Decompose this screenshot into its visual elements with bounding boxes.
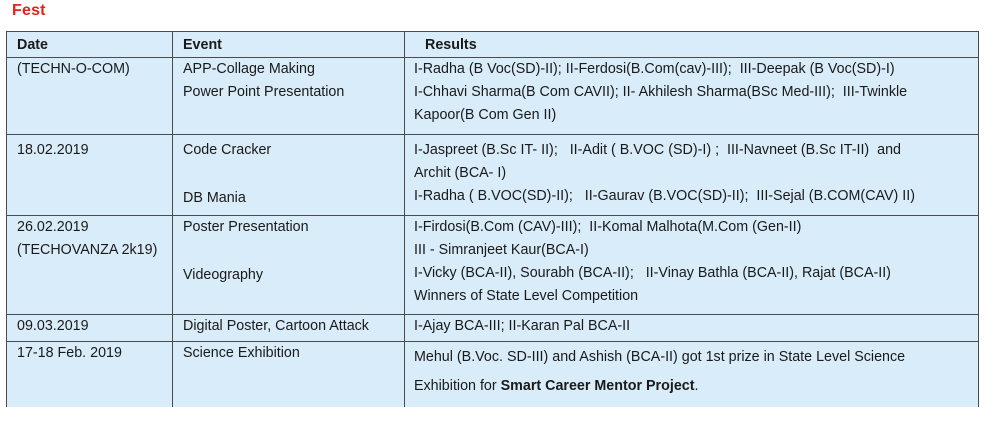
- event-cell: [173, 216, 405, 315]
- project-name: Smart Career Mentor Project: [500, 378, 695, 394]
- event-text: DB Mania: [183, 190, 246, 206]
- table-header-row: [7, 32, 979, 58]
- section-title: Fest: [12, 2, 46, 19]
- event-cell: [173, 315, 405, 342]
- date-text: 18.02.2019: [17, 142, 89, 158]
- date-text: (TECHOVANZA 2k19): [17, 242, 158, 258]
- results-cell: [405, 58, 979, 135]
- event-text: APP-Collage Making: [183, 61, 315, 77]
- result-text: Winners of State Level Competition: [414, 288, 639, 304]
- date-cell: [7, 315, 173, 342]
- date-cell: [7, 216, 173, 315]
- result-text: Kapoor(B Com Gen II): [414, 107, 557, 123]
- result-text: I-Radha (B Voc(SD)-II); II-Ferdosi(B.Com(cav)-III); III-Deepak (B Voc(SD)-I): [414, 61, 895, 77]
- column-header-results: Results: [405, 32, 979, 58]
- column-header-date: Date: [7, 32, 173, 58]
- event-text: Science Exhibition: [183, 345, 300, 361]
- event-text: Poster Presentation: [183, 219, 309, 235]
- fest-table: [6, 31, 979, 407]
- date-text: (TECHN-O-COM): [17, 61, 130, 77]
- event-cell: [173, 135, 405, 216]
- date-cell: [7, 342, 173, 407]
- result-text: Exhibition for: [414, 378, 501, 394]
- result-text: Mehul (B.Voc. SD-III) and Ashish (BCA-II) got 1st prize in State Level Science: [414, 349, 906, 365]
- result-text: I-Jaspreet (B.Sc IT- II); II-Adit ( B.VOC (SD)-I) ; III-Navneet (B.Sc IT-II) and: [414, 142, 901, 158]
- result-text: I-Firdosi(B.Com (CAV)-III); II-Komal Malhota(M.Com (Gen-II): [414, 219, 802, 235]
- date-text: 26.02.2019: [17, 219, 89, 235]
- table-row: [7, 58, 979, 135]
- event-cell: [173, 58, 405, 135]
- date-cell: [7, 135, 173, 216]
- result-text: I-Radha ( B.VOC(SD)-II); II-Gaurav (B.VOC(SD)-II); III-Sejal (B.COM(CAV) II): [414, 188, 915, 204]
- column-header-event: Event: [173, 32, 405, 58]
- date-text: 17-18 Feb. 2019: [17, 345, 122, 361]
- results-cell: [405, 315, 979, 342]
- result-text: Archit (BCA- I): [414, 165, 507, 181]
- result-text-composite: [414, 371, 972, 400]
- results-cell: [405, 135, 979, 216]
- table-row: [7, 315, 979, 342]
- event-text: Power Point Presentation: [183, 84, 345, 100]
- event-text: Code Cracker: [183, 142, 272, 158]
- table-row: [7, 135, 979, 216]
- table-row: [7, 342, 979, 407]
- results-cell: [405, 342, 979, 407]
- result-text: I-Vicky (BCA-II), Sourabh (BCA-II); II-Vinay Bathla (BCA-II), Rajat (BCA-II): [414, 265, 891, 281]
- result-text: I-Ajay BCA-III; II-Karan Pal BCA-II: [414, 318, 631, 334]
- date-text: 09.03.2019: [17, 318, 89, 334]
- table-row: [7, 216, 979, 315]
- result-text: I-Chhavi Sharma(B Com CAVII); II- Akhilesh Sharma(BSc Med-III); III-Twinkle: [414, 84, 908, 100]
- date-cell: [7, 58, 173, 135]
- result-text-tail: .: [694, 378, 699, 394]
- result-text: III - Simranjeet Kaur(BCA-I): [414, 242, 589, 258]
- event-text: Videography: [183, 267, 264, 283]
- results-cell: [405, 216, 979, 315]
- event-text: Digital Poster, Cartoon Attack: [183, 318, 369, 334]
- event-cell: [173, 342, 405, 407]
